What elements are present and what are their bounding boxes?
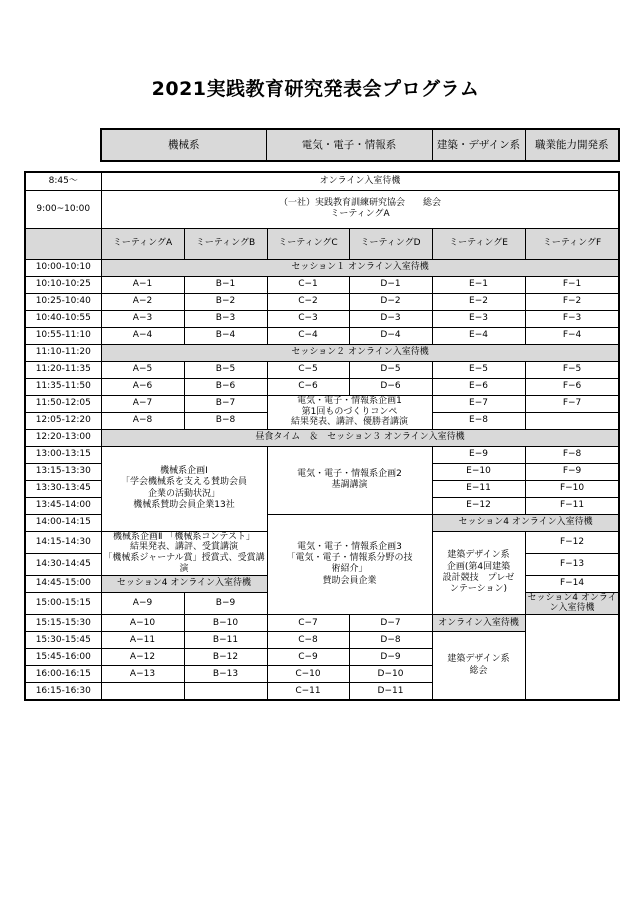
presentation-cell: F−11	[525, 497, 619, 514]
general-meeting-line: （一社）実践教育訓練研究協会 総会	[279, 198, 442, 209]
presentation-cell: A−10	[101, 615, 184, 632]
presentation-cell: B−11	[184, 632, 267, 649]
presentation-cell: D−10	[349, 666, 432, 683]
program-line: 企画(第4回建築	[446, 561, 511, 572]
program-line: 総会	[469, 665, 488, 676]
presentation-cell: D−2	[349, 293, 432, 310]
time-cell: 16:15-16:30	[25, 683, 101, 700]
time-cell: 13:30-13:45	[25, 480, 101, 497]
time-cell: 14:45-15:00	[25, 575, 101, 592]
time-cell: 10:55-11:10	[25, 327, 101, 344]
meeting-c-header: ミーティングC	[267, 228, 349, 259]
presentation-cell: E−11	[432, 480, 525, 497]
presentation-cell: B−8	[184, 412, 267, 429]
time-cell: 10:40-10:55	[25, 310, 101, 327]
table-row	[25, 666, 619, 683]
category-mechanical: 機械系	[101, 129, 266, 161]
presentation-cell: D−11	[349, 683, 432, 700]
session-banner: セッション２ オンライン入室待機	[101, 344, 619, 361]
presentation-cell: E−2	[432, 293, 525, 310]
presentation-cell: D−3	[349, 310, 432, 327]
mechanical-program-2	[101, 531, 267, 575]
program-line: 建築デザイン系	[447, 654, 510, 665]
presentation-cell: A−4	[101, 327, 184, 344]
online-waiting-cell: オンライン入室待機	[432, 615, 525, 632]
time-cell: 14:30-14:45	[25, 553, 101, 575]
presentation-cell: B−4	[184, 327, 267, 344]
table-row	[25, 310, 619, 327]
table-row	[25, 378, 619, 395]
mechanical-program-1	[101, 446, 267, 531]
session-banner: セッション4 オンライン入室待機	[525, 592, 619, 615]
presentation-cell: A−8	[101, 412, 184, 429]
presentation-cell: C−11	[267, 683, 349, 700]
program-line: 第1回ものづくりコンペ	[301, 406, 398, 417]
program-line: 建築デザイン系	[447, 550, 510, 561]
table-row	[25, 172, 619, 190]
time-cell: 15:15-15:30	[25, 615, 101, 632]
presentation-cell: F−3	[525, 310, 619, 327]
electrical-program-3	[267, 514, 432, 615]
time-cell: 16:00-16:15	[25, 666, 101, 683]
presentation-cell: E−6	[432, 378, 525, 395]
presentation-cell: F−13	[525, 553, 619, 575]
presentation-cell: C−5	[267, 361, 349, 378]
time-cell: 14:00-14:15	[25, 514, 101, 531]
presentation-cell: C−1	[267, 276, 349, 293]
presentation-cell: F−14	[525, 575, 619, 592]
session-banner: セッション4 オンライン入室待機	[432, 514, 619, 531]
time-cell: 9:00~10:00	[25, 190, 101, 228]
presentation-cell: F−12	[525, 531, 619, 553]
presentation-cell: D−5	[349, 361, 432, 378]
presentation-cell: C−6	[267, 378, 349, 395]
presentation-cell: E−1	[432, 276, 525, 293]
session-banner: セッション１ オンライン入室待機	[101, 259, 619, 276]
meeting-header-row	[25, 228, 619, 259]
meeting-a-header: ミーティングA	[101, 228, 184, 259]
presentation-cell: F−9	[525, 463, 619, 480]
empty-cell	[101, 683, 184, 700]
presentation-cell: F−8	[525, 446, 619, 463]
time-cell: 8:45～	[25, 172, 101, 190]
program-line: 電気・電子・情報系企画2	[297, 468, 402, 479]
page-title: 2021実践教育研究発表会プログラム	[151, 78, 480, 100]
table-row	[25, 683, 619, 700]
program-line: 企業の活動状況」	[147, 488, 220, 499]
electrical-program-1	[267, 395, 432, 429]
presentation-cell: E−10	[432, 463, 525, 480]
table-row	[25, 649, 619, 666]
lunch-banner: 昼食タイム ＆ セッション３ オンライン入室待機	[101, 429, 619, 446]
empty-cell	[525, 412, 619, 429]
presentation-cell: B−5	[184, 361, 267, 378]
time-cell: 11:10-11:20	[25, 344, 101, 361]
table-row	[25, 446, 619, 463]
category-electrical: 電気・電子・情報系	[266, 129, 432, 161]
meeting-b-header: ミーティングB	[184, 228, 267, 259]
program-line: 機械系賛助会員企業13社	[133, 499, 235, 510]
table-row	[25, 259, 619, 276]
session-banner: セッション4 オンライン入室待機	[101, 575, 267, 592]
presentation-cell: E−12	[432, 497, 525, 514]
presentation-cell: E−8	[432, 412, 525, 429]
architecture-program	[432, 531, 525, 615]
presentation-cell: F−2	[525, 293, 619, 310]
presentation-cell: A−9	[101, 592, 184, 615]
program-line: 結果発表、講評、受賞講演	[129, 542, 238, 553]
table-row	[25, 276, 619, 293]
presentation-cell: F−1	[525, 276, 619, 293]
presentation-cell: A−11	[101, 632, 184, 649]
presentation-cell: C−8	[267, 632, 349, 649]
presentation-cell: A−6	[101, 378, 184, 395]
time-cell: 11:35-11:50	[25, 378, 101, 395]
meeting-f-header: ミーティングF	[525, 228, 619, 259]
presentation-cell: B−1	[184, 276, 267, 293]
category-header	[100, 128, 620, 162]
presentation-cell: D−9	[349, 649, 432, 666]
program-line: 「学会機械系を支える賛助会員	[120, 477, 247, 488]
program-line: 結果発表、講評、優勝者講演	[290, 417, 408, 428]
table-row	[25, 190, 619, 228]
presentation-cell: C−9	[267, 649, 349, 666]
meeting-d-header: ミーティングD	[349, 228, 432, 259]
table-row	[25, 327, 619, 344]
presentation-cell: F−4	[525, 327, 619, 344]
table-row	[25, 361, 619, 378]
table-row	[25, 395, 619, 412]
presentation-cell: F−5	[525, 361, 619, 378]
presentation-cell: D−6	[349, 378, 432, 395]
presentation-cell: F−6	[525, 378, 619, 395]
presentation-cell: D−7	[349, 615, 432, 632]
meeting-e-header: ミーティングE	[432, 228, 525, 259]
program-line: ンテーション)	[449, 584, 508, 595]
presentation-cell: D−8	[349, 632, 432, 649]
program-line: 電気・電子・情報系企画1	[297, 396, 402, 407]
program-line: 機械系企画Ⅱ 「機械系コンテスト」	[113, 531, 255, 542]
presentation-cell: E−3	[432, 310, 525, 327]
program-line: 機械系企画Ⅰ	[160, 466, 208, 476]
electrical-program-2	[267, 446, 432, 514]
time-cell: 12:05-12:20	[25, 412, 101, 429]
presentation-cell: E−9	[432, 446, 525, 463]
presentation-cell: B−2	[184, 293, 267, 310]
presentation-cell: B−6	[184, 378, 267, 395]
presentation-cell: C−4	[267, 327, 349, 344]
time-cell: 12:20-13:00	[25, 429, 101, 446]
program-line: 「機械系ジャーナル賞」授賞式、受賞講演	[103, 553, 265, 574]
time-cell: 13:15-13:30	[25, 463, 101, 480]
presentation-cell: E−5	[432, 361, 525, 378]
empty-cell	[184, 683, 267, 700]
general-meeting-cell	[101, 190, 619, 228]
architecture-general-meeting	[432, 632, 525, 700]
presentation-cell: B−7	[184, 395, 267, 412]
presentation-cell: E−7	[432, 395, 525, 412]
time-cell: 10:00-10:10	[25, 259, 101, 276]
time-header-cell	[25, 228, 101, 259]
table-row	[25, 344, 619, 361]
presentation-cell: E−4	[432, 327, 525, 344]
presentation-cell: A−1	[101, 276, 184, 293]
presentation-cell: D−1	[349, 276, 432, 293]
time-cell: 14:15-14:30	[25, 531, 101, 553]
presentation-cell: A−3	[101, 310, 184, 327]
program-line: 基調講演	[331, 480, 368, 490]
time-cell: 10:10-10:25	[25, 276, 101, 293]
program-line: 賛助会員企業	[322, 575, 377, 586]
presentation-cell: C−7	[267, 615, 349, 632]
program-line: 術紹介」	[331, 564, 368, 575]
online-waiting-cell: オンライン入室待機	[101, 172, 619, 190]
presentation-cell: C−3	[267, 310, 349, 327]
table-row	[25, 429, 619, 446]
presentation-cell: A−2	[101, 293, 184, 310]
presentation-cell: B−9	[184, 592, 267, 615]
presentation-cell: D−4	[349, 327, 432, 344]
time-cell: 11:50-12:05	[25, 395, 101, 412]
time-cell: 10:25-10:40	[25, 293, 101, 310]
presentation-cell: A−13	[101, 666, 184, 683]
presentation-cell: A−12	[101, 649, 184, 666]
general-meeting-room: ミーティングA	[330, 209, 390, 219]
time-cell: 11:20-11:35	[25, 361, 101, 378]
presentation-cell: B−3	[184, 310, 267, 327]
table-row	[25, 632, 619, 649]
program-line: 電気・電子・情報系企画3	[297, 541, 402, 552]
program-line: 設計競技 プレゼ	[442, 572, 515, 583]
time-cell: 13:00-13:15	[25, 446, 101, 463]
table-row	[25, 615, 619, 632]
presentation-cell: F−7	[525, 395, 619, 412]
presentation-cell: A−5	[101, 361, 184, 378]
time-cell: 15:00-15:15	[25, 592, 101, 615]
presentation-cell: B−10	[184, 615, 267, 632]
presentation-cell: C−10	[267, 666, 349, 683]
time-cell: 15:45-16:00	[25, 649, 101, 666]
presentation-cell: A−7	[101, 395, 184, 412]
time-cell: 13:45-14:00	[25, 497, 101, 514]
table-row	[25, 293, 619, 310]
category-vocational: 職業能力開発系	[525, 129, 619, 161]
category-architecture: 建築・デザイン系	[432, 129, 525, 161]
time-cell: 15:30-15:45	[25, 632, 101, 649]
presentation-cell: B−13	[184, 666, 267, 683]
presentation-cell: F−10	[525, 480, 619, 497]
schedule-table	[24, 171, 620, 701]
presentation-cell: C−2	[267, 293, 349, 310]
presentation-cell: B−12	[184, 649, 267, 666]
program-line: 「電気・電子・情報系分野の技	[286, 553, 413, 564]
